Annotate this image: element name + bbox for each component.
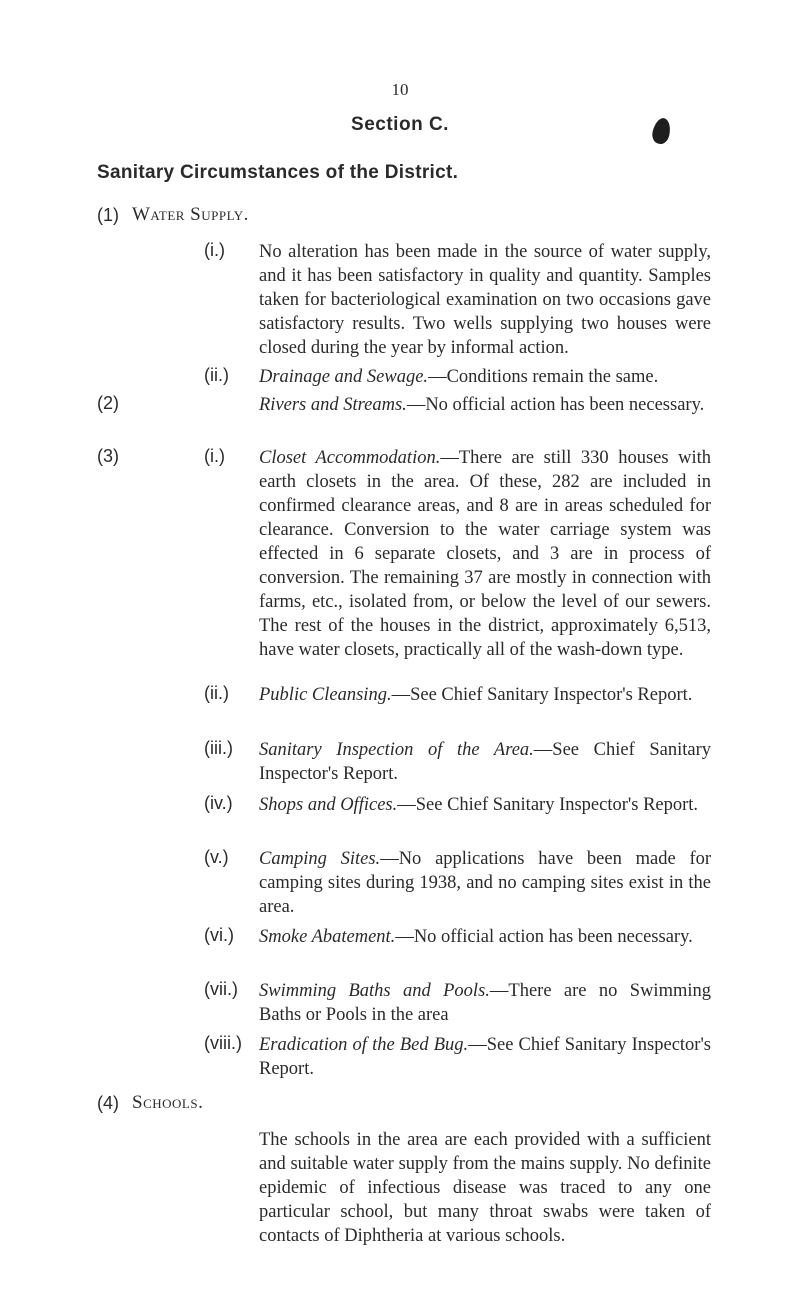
item-number-3: (3) (97, 446, 119, 466)
drainage-title: Drainage and Sewage. (259, 367, 429, 387)
camping-text: —No applications have been made for camping sites during 1938, and no camping sites exist in the area. (259, 849, 712, 917)
sanitary-inspection-text: —See Chief Sanitary Inspector's Report. (259, 740, 712, 784)
smoke-paragraph (259, 925, 711, 949)
water-supply-heading: Water Supply. (132, 204, 249, 225)
bed-bug-title: Eradication of the Bed Bug. (259, 1035, 469, 1055)
drainage-paragraph (259, 365, 711, 389)
subitem-number: (iv.) (204, 793, 233, 813)
subitem-number: (v.) (204, 847, 229, 867)
subitem-number: (i.) (204, 446, 225, 466)
sanitary-inspection-paragraph (259, 738, 711, 786)
subitem-number: (vii.) (204, 979, 238, 999)
closet-paragraph (259, 446, 711, 662)
camping-title: Camping Sites. (259, 849, 381, 869)
rivers-title: Rivers and Streams. (259, 395, 407, 415)
bed-bug-text: —See Chief Sanitary Inspector's Report. (259, 1035, 711, 1079)
public-cleansing-paragraph (259, 683, 711, 707)
section-title: Section C. (351, 114, 449, 135)
page-number: 10 (391, 80, 409, 99)
shops-paragraph (259, 793, 711, 817)
item-number-2: (2) (97, 393, 119, 413)
schools-paragraph: The schools in the area are each provided with a sufficient and suitable water supply from the mains supply. No definite epidemic of infectious disease was traced to any one particular school, but many throat swabs were taken of contacts of Diphtheria at various schools. (259, 1130, 711, 1246)
item-number-4: (4) (97, 1093, 119, 1113)
main-heading: Sanitary Circumstances of the District. (97, 162, 459, 183)
sanitary-inspection-title: Sanitary Inspection of the Area. (259, 740, 534, 760)
drainage-text: —Conditions remain the same. (428, 367, 659, 387)
shops-title: Shops and Offices. (259, 795, 398, 815)
swimming-paragraph (259, 979, 711, 1027)
water-supply-paragraph: No alteration has been made in the source of water supply, and it has been satisfactory in quality and quantity. Samples taken for bacteriological examination on two occasions gave satisfactory results. Two wells supplying two houses were closed during the year by informal action. (259, 242, 711, 358)
subitem-number: (ii.) (204, 683, 229, 703)
rivers-paragraph (259, 393, 711, 417)
bed-bug-paragraph (259, 1033, 711, 1081)
public-cleansing-title: Public Cleansing. (259, 685, 392, 705)
subitem-number: (ii.) (204, 365, 229, 385)
camping-paragraph (259, 847, 711, 919)
public-cleansing-text: —See Chief Sanitary Inspector's Report. (391, 685, 693, 705)
smoke-text: —No official action has been necessary. (395, 927, 693, 947)
subitem-number: (i.) (204, 240, 225, 260)
shops-text: —See Chief Sanitary Inspector's Report. (397, 795, 699, 815)
smoke-title: Smoke Abatement. (259, 927, 396, 947)
subitem-number: (viii.) (204, 1033, 242, 1053)
closet-text: —There are still 330 houses with earth closets in the area. Of these, 282 are included in confirmed clearance areas, and 8 are in areas scheduled for clearance. Conversion to the water carriage system was effected in 6 separate closets, and 3 are in process of conversion. The remaining 37 are mostly in connection with farms, etc., isolated from, or below the level of our sewers. The rest of the houses in the district, approximately 6,513, have water closets, practically all of the wash-down type. (259, 448, 712, 660)
swimming-title: Swimming Baths and Pools. (259, 981, 490, 1001)
item-number-1: (1) (97, 205, 119, 225)
subitem-number: (iii.) (204, 738, 233, 758)
subitem-number: (vi.) (204, 925, 234, 945)
schools-heading: Schools. (132, 1092, 204, 1113)
rivers-text: —No official action has been necessary. (406, 395, 705, 415)
swimming-text: —There are no Swimming Baths or Pools in the area (259, 981, 711, 1025)
closet-title: Closet Accommodation. (259, 448, 441, 468)
